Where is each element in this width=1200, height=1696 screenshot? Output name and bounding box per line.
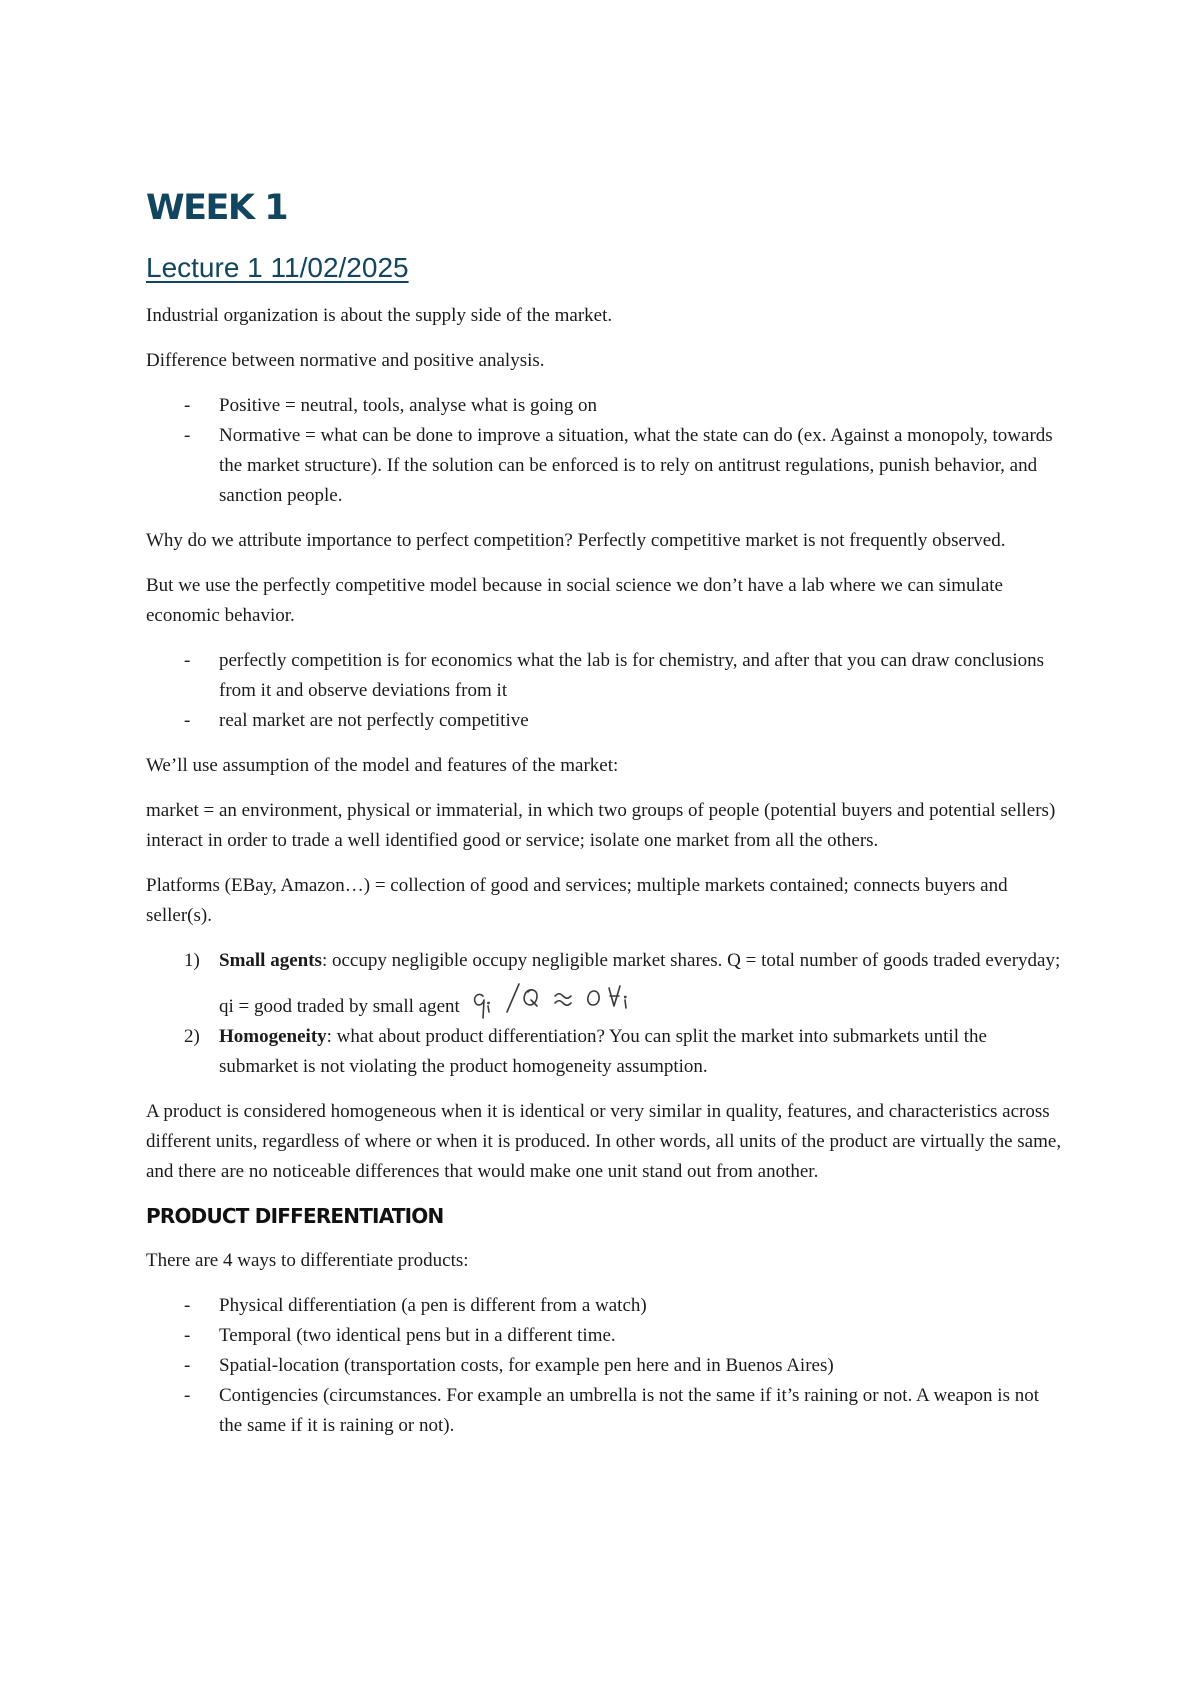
list-item-text: Normative = what can be done to improve a situation, what the state can do (ex. Against a monopoly, towards the market structure). If the solution can be enforced is to rely on antitrust regulations, punish behavior, and sanction people. xyxy=(219,425,1053,506)
list-item xyxy=(146,946,1066,1022)
assumption-text: : what about product differentiation? You can split the market into submarkets until the submarket is not violating the product homogeneity assumption. xyxy=(219,1026,987,1077)
assumption-term: Small agents xyxy=(219,950,322,971)
paragraph-homogeneous: A product is considered homogeneous when it is identical or very similar in quality, features, and characteristics across different units, regardless of where or when it is produced. In other words, all units of the product are virtually the same, and there are no noticeable differences that would make one unit stand out from another. xyxy=(146,1101,1062,1182)
document-page xyxy=(146,186,1066,1441)
dash-marker: - xyxy=(184,1295,191,1316)
assumptions-list xyxy=(146,946,1066,1082)
list-item xyxy=(146,1381,1066,1441)
lab-list xyxy=(146,646,1066,736)
dash-marker: - xyxy=(184,425,191,446)
paragraph-ways-intro: There are 4 ways to differentiate products: xyxy=(146,1250,469,1271)
paragraph-lab: But we use the perfectly competitive model because in social science we don’t have a lab where we can simulate economic behavior. xyxy=(146,575,1003,626)
list-item xyxy=(146,646,1066,706)
handwritten-formula xyxy=(469,976,639,1020)
section-title: PRODUCT DIFFERENTIATION xyxy=(146,1204,444,1228)
list-item-text: Temporal (two identical pens but in a different time. xyxy=(219,1325,616,1346)
dash-marker: - xyxy=(184,1385,191,1406)
list-item xyxy=(146,1321,1066,1351)
paragraph-perfect-competition: Why do we attribute importance to perfect competition? Perfectly competitive market is not frequently observed. xyxy=(146,530,1006,551)
list-item-text: Positive = neutral, tools, analyse what is going on xyxy=(219,395,598,416)
paragraph-market-definition: market = an environment, physical or immaterial, in which two groups of people (potential buyers and potential sellers) interact in order to trade a well identified good or service; isolate one market from all the others. xyxy=(146,800,1056,851)
dash-marker: - xyxy=(184,395,191,416)
paragraph-assumptions: We’ll use assumption of the model and features of the market: xyxy=(146,755,619,776)
list-item xyxy=(146,391,1066,421)
list-item xyxy=(146,1022,1066,1082)
assumption-text: : occupy negligible occupy negligible market shares. Q = total number of goods traded everyday; qi = good traded by small agent xyxy=(219,950,1061,1017)
paragraph-supply-side: Industrial organization is about the supply side of the market. xyxy=(146,305,613,326)
list-number: 2) xyxy=(184,1026,200,1047)
analysis-list xyxy=(146,391,1066,511)
lecture-title: Lecture 1 11/02/2025 xyxy=(146,252,409,283)
dash-marker: - xyxy=(184,650,191,671)
list-item xyxy=(146,706,1066,736)
list-item-text: Contigencies (circumstances. For example an umbrella is not the same if it’s raining or not. A weapon is not the same if it is raining or not). xyxy=(219,1385,1039,1436)
list-item xyxy=(146,1291,1066,1321)
dash-marker: - xyxy=(184,1355,191,1376)
list-item xyxy=(146,1351,1066,1381)
list-item-text: real market are not perfectly competitive xyxy=(219,710,529,731)
ways-list xyxy=(146,1291,1066,1441)
list-item-text: Spatial-location (transportation costs, for example pen here and in Buenos Aires) xyxy=(219,1355,834,1376)
paragraph-platforms: Platforms (EBay, Amazon…) = collection of good and services; multiple markets contained; connects buyers and seller(s). xyxy=(146,875,1008,926)
paragraph-normative-positive: Difference between normative and positive analysis. xyxy=(146,350,545,371)
week-title: WEEK 1 xyxy=(146,188,288,228)
list-item-text: Physical differentiation (a pen is different from a watch) xyxy=(219,1295,647,1316)
list-number: 1) xyxy=(184,950,200,971)
dash-marker: - xyxy=(184,710,191,731)
assumption-term: Homogeneity xyxy=(219,1026,327,1047)
dash-marker: - xyxy=(184,1325,191,1346)
list-item-text: perfectly competition is for economics what the lab is for chemistry, and after that you can draw conclusions from it and observe deviations from it xyxy=(219,650,1045,701)
list-item xyxy=(146,421,1066,511)
